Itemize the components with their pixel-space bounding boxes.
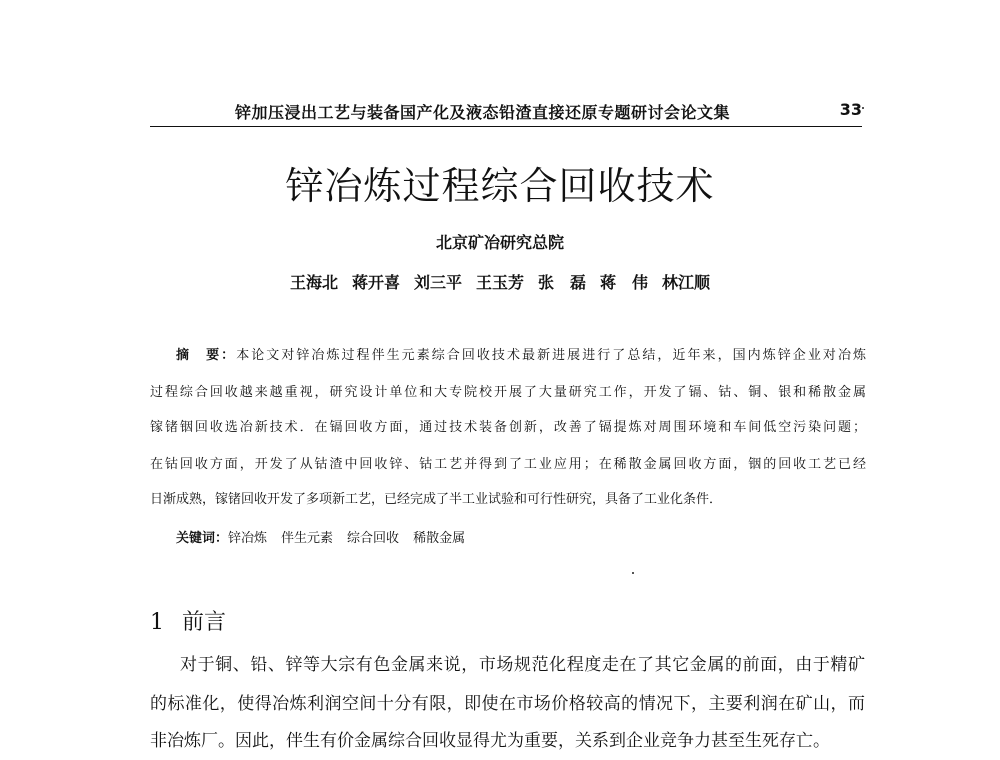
keywords [176,527,479,546]
running-header [150,98,862,127]
author: 张 磊 [538,273,587,292]
scan-speck [632,572,634,574]
author-list [0,270,1000,293]
page-number: 33 [839,100,862,119]
keyword: 综合回收 [347,531,400,546]
author: 林江顺 [662,273,711,292]
abstract-line: 在钴回收方面，开发了从钴渣中回收锌、钴工艺并得到了工业应用；在稀散金属回收方面，铟的回收工艺已经 [150,457,866,472]
abstract-label: 摘 要： [176,348,237,363]
section-number: 1 [150,610,164,635]
keywords-label: 关键词： [176,531,229,546]
body-paragraph-line: 非冶炼厂。因此，伴生有价金属综合回收显得尤为重要，关系到企业竞争力甚至生死存亡。 [150,731,830,751]
author: 王海北 [289,273,338,292]
author: 王玉芳 [475,273,524,292]
section-heading [150,605,244,636]
abstract-line: 镓锗铟回收选冶新技术．在镉回收方面，通过技术装备创新，改善了镉提炼对周围环境和车间低空污染问题； [150,420,866,435]
keyword: 稀散金属 [413,531,466,546]
section-title: 前言 [182,610,227,635]
abstract-line: 日渐成熟，镓锗回收开发了多项新工艺，已经完成了半工业试验和可行性研究，具备了工业化条件． [150,492,723,507]
body-paragraph-line: 对于铜、铅、锌等大宗有色金属来说，市场规范化程度走在了其它金属的前面，由于精矿 [180,655,865,675]
scan-speck [862,107,864,109]
author: 蒋开喜 [351,273,400,292]
abstract-line: 过程综合回收越来越重视，研究设计单位和大专院校开展了大量研究工作，开发了镉、钴、铜、银和稀散金属 [150,385,866,400]
author: 蒋 伟 [600,273,649,292]
affiliation: 北京矿冶研究总院 [435,233,564,252]
abstract-line: 摘 要：本论文对锌冶炼过程伴生元素综合回收技术最新进展进行了总结，近年来，国内炼锌企业对冶炼 [176,348,866,363]
running-title: 锌加压浸出工艺与装备国产化及液态铅渣直接还原专题研讨会论文集 [235,103,731,122]
paper-title: 锌冶炼过程综合回收技术 [285,164,715,208]
keyword: 锌冶炼 [228,531,268,546]
body-paragraph-line: 的标准化，使得冶炼利润空间十分有限，即使在市场价格较高的情况下，主要利润在矿山，而 [150,694,865,714]
keyword: 伴生元素 [281,531,334,546]
author: 刘三平 [413,273,462,292]
